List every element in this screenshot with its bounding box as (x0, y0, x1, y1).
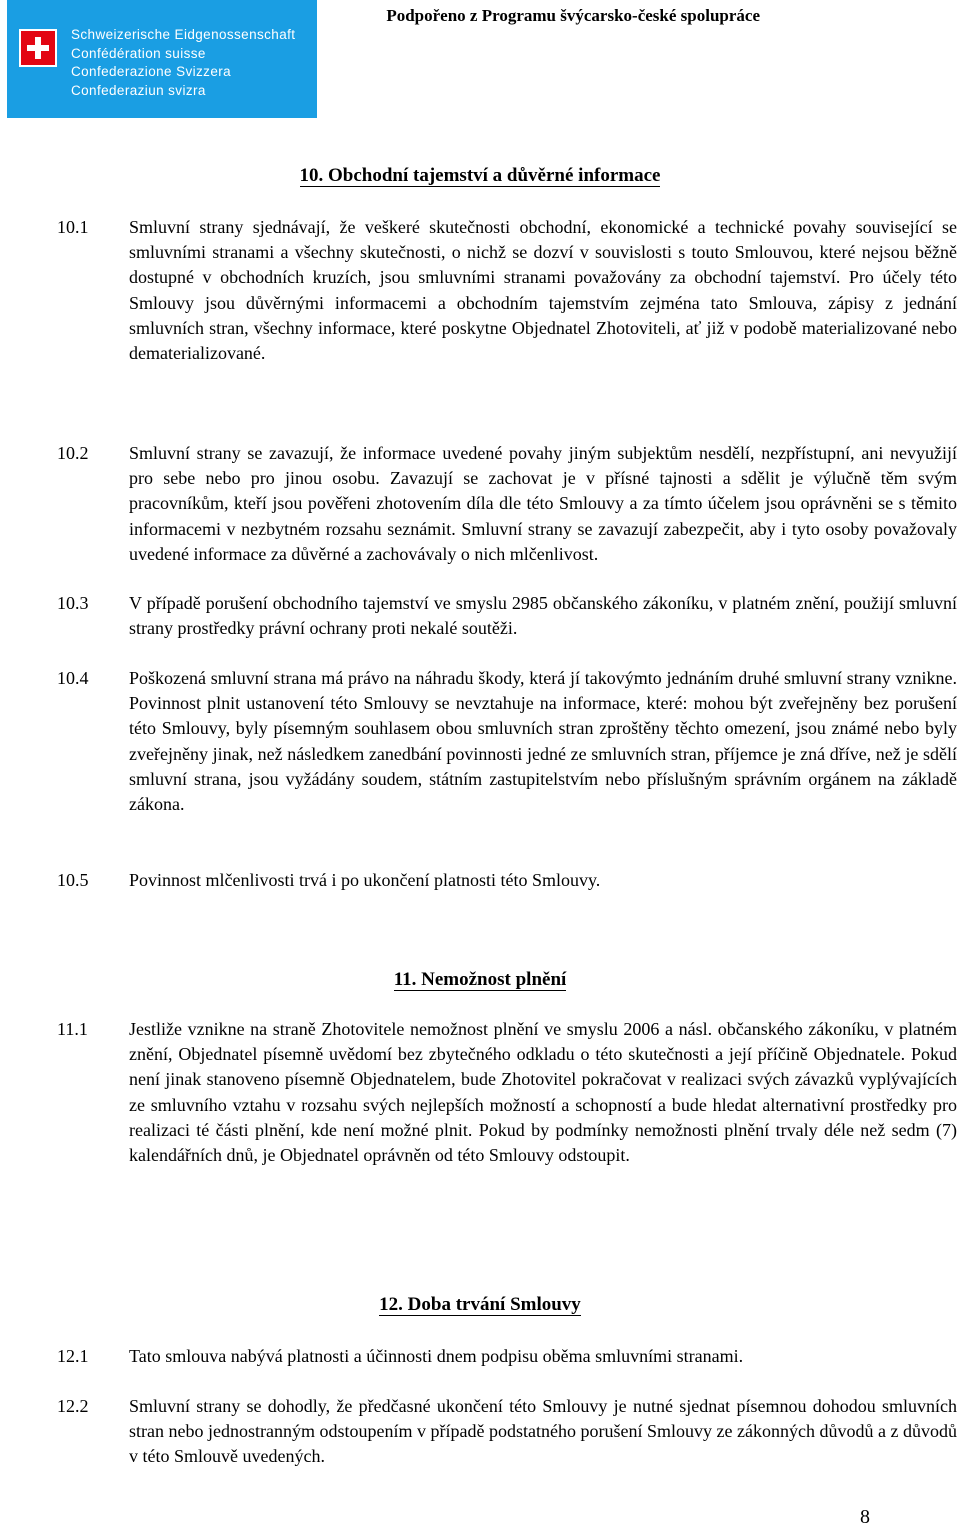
logo-text (71, 26, 295, 101)
clause-number: 10.3 (57, 593, 89, 613)
logo-line: Confederazione Svizzera (71, 64, 232, 80)
clause-text: Jestliže vznikne na straně Zhotovitele nemožnost plnění ve smyslu 2006 a násl. občanského zákoníku, v platném znění, Objednatel písemně uvědomí bez zbytečného odkladu o této skutečnosti a její příčině Objednatele. Pokud není jinak stanoveno písemně Objednatelem, bude Zhotovitel pokračovat v realizaci svých závazků vyplývajících ze smluvního vztahu v rozsahu svých nejlepších možností a schopností a bude hledat alternativní prostředky pro realizaci té části plnění, kde není možné plnit. Pokud by podmínky nemožnosti plnění trvaly déle než sedm (7) kalendářních dnů, je Objednatel oprávněn od této Smlouvy odstoupit. (129, 1019, 957, 1166)
clause-number: 11.1 (57, 1019, 88, 1039)
clause-number: 10.2 (57, 443, 89, 463)
clause-number: 10.5 (57, 870, 89, 890)
header-title: Podpořeno z Programu švýcarsko-české spolupráce (386, 6, 760, 25)
section-heading: 10. Obchodní tajemství a důvěrné informace (299, 165, 661, 186)
clause-text: Tato smlouva nabývá platnosti a účinnosti dnem podpisu oběma smluvními stranami. (129, 1346, 744, 1366)
clause-number: 10.4 (57, 668, 89, 688)
clause-text: Povinnost mlčenlivosti trvá i po ukončení platnosti této Smlouvy. (129, 870, 601, 890)
clause-number: 10.1 (57, 217, 89, 237)
section-heading: 12. Doba trvání Smlouvy (379, 1294, 581, 1315)
swiss-flag-icon (19, 29, 57, 67)
clause-number: 12.1 (57, 1346, 89, 1366)
section-heading: 11. Nemožnost plnění (393, 969, 567, 990)
logo-line: Schweizerische Eidgenossenschaft (71, 27, 296, 42)
swiss-confederation-logo (7, 0, 317, 118)
clause-number: 12.2 (57, 1396, 89, 1416)
clause-text: Smluvní strany se dohodly, že předčasné ukončení této Smlouvy je nutné sjednat písemnou dohodou smluvních stran nebo jednostranným odstoupením v případě podstatného porušení Smlouvy ze zákonných důvodů a z důvodů v této Smlouvě uvedených. (129, 1396, 957, 1467)
clause-text: Smluvní strany se zavazují, že informace uvedené povahy jiným subjektům nesdělí, nezpřístupní, ani nevyužijí pro sebe nebo pro jinou osobu. Zavazují se zachovat je v přísné tajnosti a sdělit je výlučně těm svým pracovníkům, kteří jsou pověřeni zhotovením díla dle této Smlouvy a za tímto účelem jsou oprávněni se s těmito informacemi v nezbytném rozsahu seznámit. Smluvní strany se zavazují zabezpečit, aby i tyto osoby považovaly uvedené informace za důvěrné a zachovávaly o nich mlčenlivost. (129, 443, 957, 564)
logo-line: Confédération suisse (71, 45, 206, 61)
clause-text: Poškozená smluvní strana má právo na náhradu škody, která jí takovýmto jednáním druhé smluvní strany vznikne. Povinnost plnit ustanovení této Smlouvy se nevztahuje na informace, které: mohou být zveřejněny bez porušení této Smlouvy, byly písemným souhlasem obou smluvních stran zproštěny těchto omezení, jsou známé nebo byly zveřejněny jinak, než následkem zanedbání povinnosti jedné ze smluvních stran, příjemce je zná dříve, než je sdělí smluvní strana, jsou vyžádány soudem, státním zastupitelstvím nebo příslušným správním orgánem na základě zákona. (129, 668, 957, 815)
logo-line: Confederaziun svizra (71, 83, 206, 99)
page-number: 8 (860, 1506, 870, 1528)
clause-text: V případě porušení obchodního tajemství ve smyslu 2985 občanského zákoníku, v platném znění, použijí smluvní strany prostředky právní ochrany proti nekalé soutěži. (129, 593, 957, 639)
clause-text: Smluvní strany sjednávají, že veškeré skutečnosti obchodní, ekonomické a technické povahy související se smluvními stranami a všechny skutečnosti, o nichž se dozví v souvislosti s touto Smlouvou, které nejsou běžně dostupné v obchodních kruzích, jsou smluvními stranami považovány za obchodní tajemství. Pro účely této Smlouvy jsou důvěrnými informacemi a obchodním tajemstvím zejména tato Smlouva, zápisy z jednání smluvních stran, všechny informace, které poskytne Objednatel Zhotoviteli, ať již v podobě materializované nebo dematerializované. (129, 217, 957, 364)
